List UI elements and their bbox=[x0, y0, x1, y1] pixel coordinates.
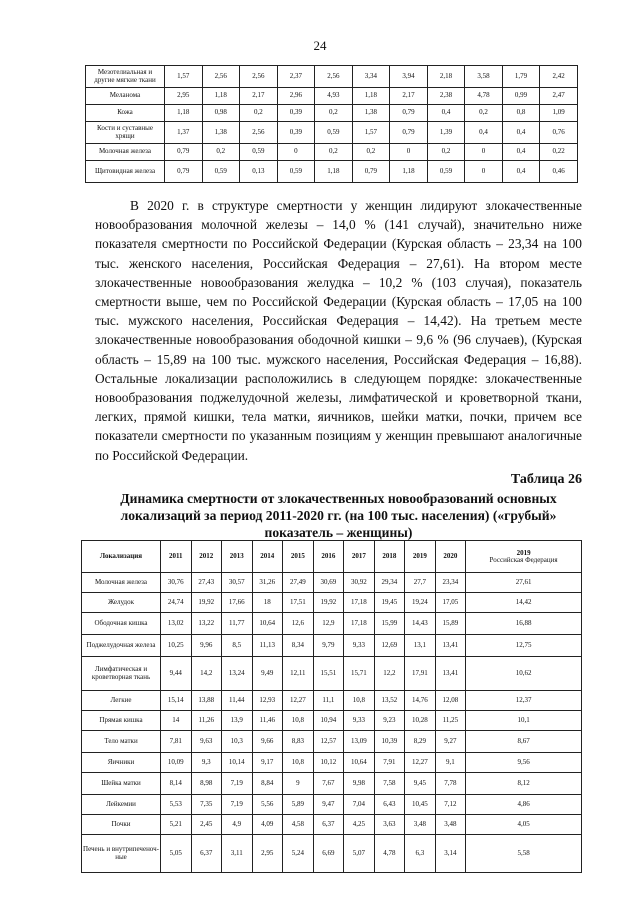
table-header-row bbox=[82, 541, 582, 573]
table-cell: 8,29 bbox=[405, 731, 436, 753]
table-cell: 1,79 bbox=[502, 66, 540, 88]
table-cell: 10,28 bbox=[405, 711, 436, 731]
table-cell: 11,26 bbox=[191, 711, 222, 731]
table-cell: 9,44 bbox=[161, 657, 192, 691]
table-cell: 13,02 bbox=[161, 613, 192, 635]
table-cell: 8,14 bbox=[161, 773, 192, 795]
table-cell: 12,27 bbox=[283, 691, 314, 711]
table-cell: 27,43 bbox=[191, 573, 222, 593]
table-cell: 12,57 bbox=[313, 731, 344, 753]
table-cell: 13,52 bbox=[374, 691, 405, 711]
table-cell: 2,37 bbox=[277, 66, 315, 88]
table-cell: 7,19 bbox=[222, 795, 253, 815]
header-rf-year: 2019 bbox=[516, 548, 531, 557]
table-row bbox=[86, 88, 578, 105]
table-cell: 0,2 bbox=[465, 105, 503, 122]
table-cell: 18 bbox=[252, 593, 283, 613]
table-cell: 11,46 bbox=[252, 711, 283, 731]
table-cell: 17,18 bbox=[344, 613, 375, 635]
table-cell: 9,27 bbox=[435, 731, 466, 753]
row-label: Лейкемии bbox=[82, 795, 161, 815]
table-cell: 13,24 bbox=[222, 657, 253, 691]
table-cell: 0,79 bbox=[390, 122, 428, 144]
table-cell: 2,18 bbox=[427, 66, 465, 88]
table-row bbox=[82, 835, 582, 873]
table-cell: 0,39 bbox=[277, 105, 315, 122]
table-cell: 0 bbox=[465, 161, 503, 183]
table-cell: 27,49 bbox=[283, 573, 314, 593]
top-table bbox=[85, 65, 578, 183]
table-cell: 0,13 bbox=[240, 161, 278, 183]
table-cell: 1,18 bbox=[352, 88, 390, 105]
table-cell: 15,99 bbox=[374, 613, 405, 635]
table-cell: 17,18 bbox=[344, 593, 375, 613]
table-cell: 3,11 bbox=[222, 835, 253, 873]
table-cell: 13,1 bbox=[405, 635, 436, 657]
table-cell: 5,07 bbox=[344, 835, 375, 873]
table-cell: 6,43 bbox=[374, 795, 405, 815]
table-row bbox=[82, 731, 582, 753]
table-cell: 5,05 bbox=[161, 835, 192, 873]
table-cell: 0,39 bbox=[277, 122, 315, 144]
page-number: 24 bbox=[313, 38, 327, 53]
row-label: Кожа bbox=[86, 105, 165, 122]
table-cell: 12,93 bbox=[252, 691, 283, 711]
table-row bbox=[82, 691, 582, 711]
table-cell: 12,6 bbox=[283, 613, 314, 635]
table-cell: 14,2 bbox=[191, 657, 222, 691]
table-row bbox=[86, 161, 578, 183]
table-cell: 1,57 bbox=[352, 122, 390, 144]
table-cell: 10,8 bbox=[283, 753, 314, 773]
table-cell: 23,34 bbox=[435, 573, 466, 593]
header-year: 2014 bbox=[252, 541, 283, 573]
table-row bbox=[86, 105, 578, 122]
table-cell: 14 bbox=[161, 711, 192, 731]
table-cell: 9,3 bbox=[191, 753, 222, 773]
table-cell: 11,44 bbox=[222, 691, 253, 711]
table-cell: 12,2 bbox=[374, 657, 405, 691]
table-cell: 5,53 bbox=[161, 795, 192, 815]
table-cell: 15,14 bbox=[161, 691, 192, 711]
table-cell: 7,78 bbox=[435, 773, 466, 795]
table-cell: 1,09 bbox=[540, 105, 578, 122]
table-cell: 10,39 bbox=[374, 731, 405, 753]
table-cell: 31,26 bbox=[252, 573, 283, 593]
table-cell: 0,98 bbox=[202, 105, 240, 122]
table-cell: 13,22 bbox=[191, 613, 222, 635]
table-cell: 0,76 bbox=[540, 122, 578, 144]
table-row bbox=[86, 66, 578, 88]
table-row bbox=[86, 122, 578, 144]
table-cell: 2,96 bbox=[277, 88, 315, 105]
table-cell: 10,62 bbox=[466, 657, 582, 691]
table-cell: 0,99 bbox=[502, 88, 540, 105]
table-cell: 11,77 bbox=[222, 613, 253, 635]
table-cell: 0,59 bbox=[277, 161, 315, 183]
table-cell: 10,64 bbox=[344, 753, 375, 773]
table-cell: 8,5 bbox=[222, 635, 253, 657]
table-cell: 0,4 bbox=[502, 144, 540, 161]
table-cell: 0,8 bbox=[502, 105, 540, 122]
table-cell: 19,24 bbox=[405, 593, 436, 613]
table-cell: 11,25 bbox=[435, 711, 466, 731]
header-rf bbox=[466, 541, 582, 573]
row-label: Желудок bbox=[82, 593, 161, 613]
table-cell: 0,59 bbox=[240, 144, 278, 161]
table-cell: 5,58 bbox=[466, 835, 582, 873]
table-cell: 9,79 bbox=[313, 635, 344, 657]
table-row bbox=[82, 815, 582, 835]
table-cell: 6,69 bbox=[313, 835, 344, 873]
table-cell: 9,98 bbox=[344, 773, 375, 795]
header-year: 2015 bbox=[283, 541, 314, 573]
table-cell: 1,18 bbox=[202, 88, 240, 105]
mortality-table bbox=[81, 540, 582, 873]
table-cell: 0,2 bbox=[427, 144, 465, 161]
table-cell: 9,63 bbox=[191, 731, 222, 753]
table-cell: 0,22 bbox=[540, 144, 578, 161]
table-row bbox=[82, 773, 582, 795]
table-cell: 2,17 bbox=[240, 88, 278, 105]
table-cell: 0,46 bbox=[540, 161, 578, 183]
table-cell: 4,78 bbox=[374, 835, 405, 873]
table-cell: 4,58 bbox=[283, 815, 314, 835]
table-cell: 13,9 bbox=[222, 711, 253, 731]
table-cell: 0,59 bbox=[202, 161, 240, 183]
table-cell: 2,56 bbox=[315, 66, 353, 88]
table-cell: 10,8 bbox=[283, 711, 314, 731]
table-cell: 15,89 bbox=[435, 613, 466, 635]
table-cell: 9,33 bbox=[344, 711, 375, 731]
table-cell: 3,48 bbox=[435, 815, 466, 835]
table-cell: 7,35 bbox=[191, 795, 222, 815]
header-localization: Локализация bbox=[82, 541, 161, 573]
header-year: 2018 bbox=[374, 541, 405, 573]
table-cell: 10,64 bbox=[252, 613, 283, 635]
header-year: 2020 bbox=[435, 541, 466, 573]
table-row bbox=[86, 144, 578, 161]
table-cell: 2,45 bbox=[191, 815, 222, 835]
table-cell: 12,69 bbox=[374, 635, 405, 657]
table-cell: 0,79 bbox=[165, 161, 203, 183]
table-cell: 7,12 bbox=[435, 795, 466, 815]
table-cell: 7,04 bbox=[344, 795, 375, 815]
header-year: 2012 bbox=[191, 541, 222, 573]
table-row bbox=[82, 613, 582, 635]
table-cell: 4,25 bbox=[344, 815, 375, 835]
row-label: Мезотелиальная и другие мягкие ткани bbox=[86, 66, 165, 88]
table-cell: 2,56 bbox=[240, 122, 278, 144]
row-label: Яичники bbox=[82, 753, 161, 773]
table-cell: 10,09 bbox=[161, 753, 192, 773]
header-year: 2017 bbox=[344, 541, 375, 573]
table-cell: 13,88 bbox=[191, 691, 222, 711]
table-cell: 1,18 bbox=[390, 161, 428, 183]
row-label: Меланома bbox=[86, 88, 165, 105]
table-cell: 27,7 bbox=[405, 573, 436, 593]
table-cell: 30,69 bbox=[313, 573, 344, 593]
table-cell: 10,8 bbox=[344, 691, 375, 711]
table-cell: 9,66 bbox=[252, 731, 283, 753]
table-cell: 13,09 bbox=[344, 731, 375, 753]
table-cell: 2,95 bbox=[165, 88, 203, 105]
table-cell: 2,38 bbox=[427, 88, 465, 105]
table-cell: 9,1 bbox=[435, 753, 466, 773]
table-row bbox=[82, 573, 582, 593]
row-label: Лимфатическая и кроветворная ткань bbox=[82, 657, 161, 691]
table-cell: 9,96 bbox=[191, 635, 222, 657]
table-cell: 1,38 bbox=[202, 122, 240, 144]
table-cell: 3,14 bbox=[435, 835, 466, 873]
table-cell: 2,47 bbox=[540, 88, 578, 105]
table-cell: 14,42 bbox=[466, 593, 582, 613]
table-cell: 5,21 bbox=[161, 815, 192, 835]
row-label: Поджелудочная железа bbox=[82, 635, 161, 657]
table-cell: 5,89 bbox=[283, 795, 314, 815]
header-year: 2019 bbox=[405, 541, 436, 573]
row-label: Легкие bbox=[82, 691, 161, 711]
table-cell: 10,3 bbox=[222, 731, 253, 753]
table-cell: 29,34 bbox=[374, 573, 405, 593]
table-cell: 17,05 bbox=[435, 593, 466, 613]
table-cell: 0,4 bbox=[427, 105, 465, 122]
table-row bbox=[82, 711, 582, 731]
table-title: Динамика смертности от злокачественных новообразований основных локализаций за период 2011-2020 гг. (на 100 тыс. населения) («грубый» показатель – женщины) bbox=[120, 491, 557, 540]
table-cell: 7,67 bbox=[313, 773, 344, 795]
table-cell: 16,88 bbox=[466, 613, 582, 635]
table-cell: 10,1 bbox=[466, 711, 582, 731]
table-cell: 9,23 bbox=[374, 711, 405, 731]
table-cell: 9,56 bbox=[466, 753, 582, 773]
table-cell: 30,76 bbox=[161, 573, 192, 593]
row-label: Печень и внутрипеченоч-ные bbox=[82, 835, 161, 873]
table-cell: 10,94 bbox=[313, 711, 344, 731]
table-cell: 6,37 bbox=[313, 815, 344, 835]
table-cell: 4,05 bbox=[466, 815, 582, 835]
table-cell: 3,63 bbox=[374, 815, 405, 835]
table-cell: 3,34 bbox=[352, 66, 390, 88]
table-cell: 9,45 bbox=[405, 773, 436, 795]
table-cell: 1,38 bbox=[352, 105, 390, 122]
table-cell: 7,19 bbox=[222, 773, 253, 795]
table-cell: 0,59 bbox=[427, 161, 465, 183]
table-cell: 14,43 bbox=[405, 613, 436, 635]
table-cell: 27,61 bbox=[466, 573, 582, 593]
table-cell: 9,47 bbox=[313, 795, 344, 815]
table-cell: 0,59 bbox=[315, 122, 353, 144]
table-cell: 19,92 bbox=[313, 593, 344, 613]
table-cell: 9,49 bbox=[252, 657, 283, 691]
table-cell: 14,76 bbox=[405, 691, 436, 711]
table-cell: 7,91 bbox=[374, 753, 405, 773]
table-cell: 0,4 bbox=[465, 122, 503, 144]
table-cell: 15,51 bbox=[313, 657, 344, 691]
table-cell: 9 bbox=[283, 773, 314, 795]
table-cell: 0,2 bbox=[315, 144, 353, 161]
table-cell: 2,95 bbox=[252, 835, 283, 873]
table-cell: 12,11 bbox=[283, 657, 314, 691]
table-cell: 5,56 bbox=[252, 795, 283, 815]
table-cell: 8,84 bbox=[252, 773, 283, 795]
table-row bbox=[82, 753, 582, 773]
table-cell: 12,75 bbox=[466, 635, 582, 657]
table-cell: 8,34 bbox=[283, 635, 314, 657]
table-cell: 3,48 bbox=[405, 815, 436, 835]
row-label: Молочная железа bbox=[86, 144, 165, 161]
table-cell: 8,12 bbox=[466, 773, 582, 795]
table-row bbox=[82, 795, 582, 815]
table-cell: 6,37 bbox=[191, 835, 222, 873]
row-label: Щитовидная железа bbox=[86, 161, 165, 183]
table-cell: 30,57 bbox=[222, 573, 253, 593]
table-cell: 10,12 bbox=[313, 753, 344, 773]
header-year: 2011 bbox=[161, 541, 192, 573]
table-label: Таблица 26 bbox=[510, 472, 582, 487]
table-cell: 8,67 bbox=[466, 731, 582, 753]
table-cell: 1,39 bbox=[427, 122, 465, 144]
table-cell: 2,42 bbox=[540, 66, 578, 88]
table-cell: 8,98 bbox=[191, 773, 222, 795]
table-cell: 1,57 bbox=[165, 66, 203, 88]
table-cell: 24,74 bbox=[161, 593, 192, 613]
table-cell: 3,94 bbox=[390, 66, 428, 88]
table-cell: 17,51 bbox=[283, 593, 314, 613]
table-cell: 5,24 bbox=[283, 835, 314, 873]
table-cell: 4,09 bbox=[252, 815, 283, 835]
table-cell: 19,92 bbox=[191, 593, 222, 613]
table-cell: 12,08 bbox=[435, 691, 466, 711]
table-cell: 1,37 bbox=[165, 122, 203, 144]
table-cell: 7,81 bbox=[161, 731, 192, 753]
table-cell: 12,9 bbox=[313, 613, 344, 635]
table-cell: 15,71 bbox=[344, 657, 375, 691]
table-cell: 12,27 bbox=[405, 753, 436, 773]
table-cell: 1,18 bbox=[315, 161, 353, 183]
table-cell: 7,58 bbox=[374, 773, 405, 795]
table-cell: 0,79 bbox=[352, 161, 390, 183]
table-cell: 0,2 bbox=[240, 105, 278, 122]
table-cell: 13,41 bbox=[435, 635, 466, 657]
table-cell: 2,17 bbox=[390, 88, 428, 105]
table-row bbox=[82, 635, 582, 657]
table-cell: 4,78 bbox=[465, 88, 503, 105]
table-cell: 0,2 bbox=[352, 144, 390, 161]
table-row bbox=[82, 593, 582, 613]
table-cell: 3,58 bbox=[465, 66, 503, 88]
table-cell: 6,3 bbox=[405, 835, 436, 873]
row-label: Молочная железа bbox=[82, 573, 161, 593]
table-cell: 10,14 bbox=[222, 753, 253, 773]
table-cell: 4,93 bbox=[315, 88, 353, 105]
header-year: 2013 bbox=[222, 541, 253, 573]
table-cell: 17,66 bbox=[222, 593, 253, 613]
row-label: Ободочная кишка bbox=[82, 613, 161, 635]
table-cell: 11,1 bbox=[313, 691, 344, 711]
body-paragraph: В 2020 г. в структуре смертности у женщин лидируют злокачественные новообразования молочной железы – 14,0 % (141 случай), значительно ниже показателя смертности по Российской Федерации (Курская область – 23,34 на 100 тыс. женского населения, Российская Федерация – 27,61). На втором месте злокачественные новообразования желудка – 10,2 % (103 случая), показатель смертности выше, чем по Российской Федерации (Курская область – 17,05 на 100 тыс. мужского населения, Российская Федерация – 14,42). На третьем месте злокачественные новообразования ободочной кишки – 9,6 % (96 случаев), (Курская область – 15,89 на 100 тыс. мужского населения, Российская Федерация – 16,88). Остальные локализации расположились в следующем порядке: злокачественные новообразования поджелудочной железы, лимфатической и кроветворной ткани, легких, прямой кишки, тела матки, яичников, шейки матки, почки, причем все показатели смертности по указанным позициям у женщин превышают аналогичные по Российской Федерации. bbox=[95, 198, 582, 463]
table-cell: 11,13 bbox=[252, 635, 283, 657]
table-cell: 1,18 bbox=[165, 105, 203, 122]
table-cell: 0 bbox=[465, 144, 503, 161]
table-cell: 0,79 bbox=[390, 105, 428, 122]
table-cell: 10,25 bbox=[161, 635, 192, 657]
row-label: Шейка матки bbox=[82, 773, 161, 795]
table-cell: 19,45 bbox=[374, 593, 405, 613]
row-label: Кости и суставные хрящи bbox=[86, 122, 165, 144]
table-cell: 13,41 bbox=[435, 657, 466, 691]
table-cell: 0,4 bbox=[502, 161, 540, 183]
row-label: Почки bbox=[82, 815, 161, 835]
table-cell: 0,4 bbox=[502, 122, 540, 144]
table-cell: 0,2 bbox=[202, 144, 240, 161]
table-cell: 0 bbox=[277, 144, 315, 161]
table-cell: 12,37 bbox=[466, 691, 582, 711]
table-cell: 9,33 bbox=[344, 635, 375, 657]
table-cell: 0,2 bbox=[315, 105, 353, 122]
row-label: Тело матки bbox=[82, 731, 161, 753]
table-cell: 8,83 bbox=[283, 731, 314, 753]
table-cell: 9,17 bbox=[252, 753, 283, 773]
table-cell: 4,86 bbox=[466, 795, 582, 815]
row-label: Прямая кишка bbox=[82, 711, 161, 731]
table-cell: 17,91 bbox=[405, 657, 436, 691]
table-cell: 4,9 bbox=[222, 815, 253, 835]
header-year: 2016 bbox=[313, 541, 344, 573]
table-row bbox=[82, 657, 582, 691]
table-cell: 30,92 bbox=[344, 573, 375, 593]
table-cell: 2,56 bbox=[202, 66, 240, 88]
table-cell: 10,45 bbox=[405, 795, 436, 815]
header-rf-label: Российская Федерация bbox=[489, 555, 558, 564]
table-cell: 2,56 bbox=[240, 66, 278, 88]
table-cell: 0 bbox=[390, 144, 428, 161]
table-cell: 0,79 bbox=[165, 144, 203, 161]
